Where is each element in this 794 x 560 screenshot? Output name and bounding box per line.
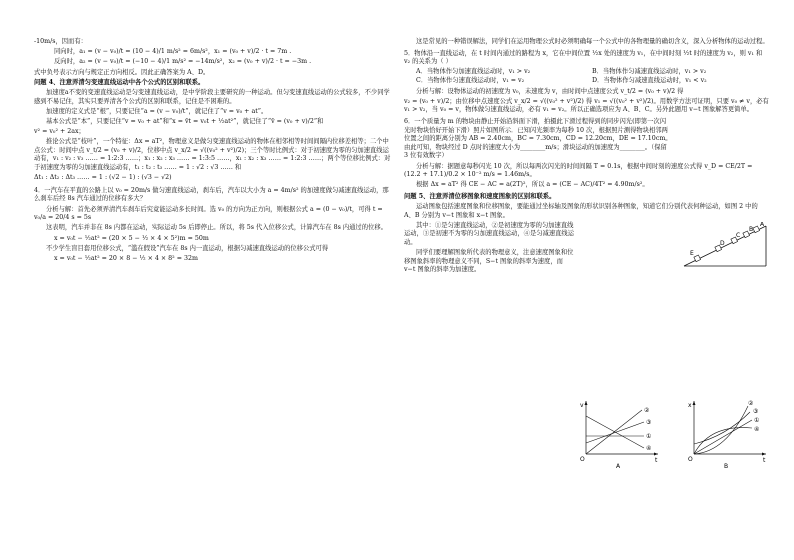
y-label: x [688, 402, 692, 409]
caption-b: B [724, 463, 729, 470]
curve-3 [694, 412, 750, 444]
y-arrow-icon [585, 401, 588, 405]
curve-label-1: ① [754, 417, 760, 424]
curve-label-4: ④ [754, 426, 760, 433]
curve-label-4: ④ [646, 445, 652, 452]
x-arrow-icon [654, 453, 658, 456]
section-title-q4: 问题 4、注意弄清匀变速直线运动中各个公式的区别和联系。 [34, 78, 205, 86]
curve-label-2: ② [748, 400, 754, 407]
y-arrow-icon [693, 401, 696, 405]
curve-label-3: ③ [753, 408, 759, 415]
formula-line: v² = v₀² + 2ax； [34, 128, 85, 136]
curve-label-3: ③ [646, 419, 652, 426]
label-d: D [720, 240, 725, 247]
x-label: t [655, 457, 658, 464]
label-b: B [749, 226, 754, 233]
paragraph: 加速度a不变的变速直线运动是匀变速直线运动，是中学阶段主要研究的一种运动。但匀变速直线运动的公式较多，不少同学感到不易记住，其实只要弄清各个公式的区别和联系，记住是不困难的。 [34, 88, 390, 105]
label-c: C [736, 232, 741, 239]
graph-a [578, 398, 662, 470]
origin-label: O [580, 456, 585, 463]
curve-2 [694, 406, 748, 454]
graph-b [686, 398, 770, 470]
formula-line: Δt₁ : Δt₂ : Δt₃ …… = 1 : (√2 − 1) : (√3 − √2) [34, 174, 172, 182]
curve-label-2: ② [644, 407, 650, 414]
paragraph: 其中：①是匀速直线运动，②是初速度为零的匀加速直线运动，③是初速不为零的匀加速直线运动，④是匀减速直线运动。 [404, 221, 575, 247]
paragraph: 加速度的定义式是“根”，只要记住“a = (v − v₀)/t”，就记住了“v = v₀ + at”。 [46, 107, 268, 115]
solution-equation: x = v₀t − ½at² = (20 × 5 − ½ × 4 × 5²)m = 50m [54, 234, 209, 242]
equation-opposite-direction: 反向时，a₂ = (v − v₀)/t = (−10 − 4)/1 m/s² = −14m/s²，x₂ = (v₀ + v)/2 · t = −3m . [54, 58, 312, 66]
options-row [404, 68, 770, 77]
label-e: E [690, 250, 694, 257]
solution-line: 这表明，汽车并非在 8s 内都在运动，实际运动 5s 后即停止。所以，将 5s 代入位移公式，计算汽车在 8s 内通过的位移。 [46, 224, 387, 232]
option-d: D．当物体作匀减速直线运动时，v₁ < v₂ [592, 76, 707, 84]
solution-line: 分析与解：设物体运动的初速度为 v₀，未速度为 v，由时间中点速度公式 v_t/2 = (v₀ + v)/2 得 [416, 87, 684, 95]
curve-1 [694, 420, 752, 454]
paragraph: 同学们要理解图象所代表的物理意义，注意速度图象和位移图象斜率的物理意义不同，S−t 图象的斜率为速度，而 v−t 图象的斜率为加速度。 [404, 249, 574, 274]
x-arrow-icon [762, 453, 766, 456]
options-row [404, 77, 770, 86]
curve-3 [586, 422, 644, 443]
problem-6: 6．一个质量为 m 的物块由静止开始沿斜面下滑，拍摄此下滑过程得到的同步闪光(即第一次闪光时物块恰好开始下滑）照片如图所示．已知闪光频率为每秒 10 次，根据照片测得物块相邻两位置之间的距离分别为 AB = 2.40cm，BC = 7.30cm，CD = 12.20cm，DE = 17.10cm。由此可知，物块经过 D 点时的速度大小为________m/s；滑块运动的加速度为________。（保留 3 位有效数字） [404, 117, 672, 160]
label-a: A [760, 222, 765, 228]
problem-5: 5．物体沿一直线运动，在 t 时间内通过的路程为 x，它在中间位置 ½x 处的速度为 v₁，在中间时刻 ½t 时的速度为 v₂，则 v₁ 和 v₂ 的关系为（ ） [404, 49, 763, 66]
text-line: -10m/s，因而有： [34, 38, 87, 45]
option-c: C．当物体作匀速直线运动时，v₁ = v₂ [416, 76, 525, 84]
curve-label-1: ① [646, 433, 652, 440]
paragraph: 运动图象包括速度图象和位移图象，要能通过坐标轴及图象的形状识别各种图象，知道它们分别代表何种运动，如图 2 中的 A、B 分别为 v−t 图象和 x−t 图象。 [404, 203, 758, 219]
solution-line: v₂ = (v₀ + v)/2；由位移中点速度公式 v_x/2 = √((v₀² + v²)/2) 得 v₁ = √((v₀² + v²)/2)。用数学方法可证明，只要 v₀ ≠ v，必有 v₁ > v₂，当 v₀ = v，物体做匀速直线运动，必有 v₁ = v₂。所以正确选项应为 A、B、C。另外此题用 v−t 图象解答更简单。 [404, 97, 769, 114]
answer-line: 式中负号表示方向与规定正方向相反。因此正确答案为 A、D。 [34, 68, 210, 76]
curve-4 [586, 416, 644, 448]
incline-figure [680, 222, 772, 272]
curve-4 [694, 428, 752, 454]
origin-label: O [688, 456, 693, 463]
solution-line: 不少学生盲目套用位移公式，“滥在假设”汽车在 8s 内一直运动，根据匀减速直线运动的位移公式可得 [46, 244, 329, 252]
paragraph: 推论公式是“枝叶”，一个特征：Δx = aT²，物理意义是做匀变速直线运动的物体在相邻相等时间间隔内位移差相等；二个中点公式：时间中点 v_t/2 = (v₀ + v)/2，位移中点 v_x/2 = √((v₀² + v²)/2)；三个等时比例式：对于初速度为零的匀加速直线运动有，v₁ : v₂ : v₃ …… = 1:2:3 ……；x₁ : x₂ : x₃ …… = 1:3:5 ……，x₁ : x₂ : x₃ …… = 1:2:3 ……；两个等位移比例式：对于初速度为零的匀加速直线运动有，t₁ : t₂ : t₃ …… = 1 : √2 : √3 …… 和 [34, 138, 391, 172]
equation-same-direction: 同向时，a₁ = (v − v₀)/t = (10 − 4)/1 m/s² = 6m/s²，x₁ = (v₀ + v)/2 · t = 7m . [54, 48, 292, 56]
solution-equation: x = v₀t − ½at² = 20 × 8 − ½ × 4 × 8² = 32m [54, 254, 198, 262]
option-b: B．当物体作匀减速直线运动时，v₁ > v₂ [592, 68, 707, 76]
paragraph: 基本公式是“本”，只要记住“v = v₀ + at”和“x = v̄t = v₀t + ½at²”，就记住了“v̄ = (v₀ + v)/2”和 [46, 117, 324, 125]
solution-line: 根据 Δx = aT² 得 CE − AC = a(2T)²，所以 a = (CE − AC)/4T² = 4.90m/s²。 [416, 181, 649, 189]
solution-line: 分析与解：据题意每秒闪光 10 次，所以每两次闪光的时间间隔 T = 0.1s，根据中间时刻的速度公式得 v_D = CE/2T = (12.2 + 17.1)/0.2 × 10⁻² m/s = 1.46m/s。 [404, 162, 753, 179]
y-label: v [580, 402, 584, 409]
option-a: A．当物体作匀加速直线运动时，v₁ > v₂ [416, 68, 531, 76]
section-title-q5: 问题 5、注意弄清位移图象和速度图象的区别和联系。 [404, 192, 556, 200]
paragraph: 这是常见的一种错误解法，同学们在运用物理公式时必须明确每一个公式中的各物理量的确切含义，深入分析物体的运动过程。 [416, 38, 769, 45]
x-label: t [763, 457, 766, 464]
problem-4: 4．一汽车在平直的公路上以 v₀ = 20m/s 做匀速直线运动，刹车后，汽车以大小为 a = 4m/s² 的加速度做匀减速直线运动，那么刹车后经 8s 汽车通过的位移有多大？ [34, 186, 389, 203]
left-column [34, 38, 392, 265]
caption-a: A [616, 463, 621, 470]
solution-line: 分析与解：首先必须弄清汽车刹车后究竟能运动多长时间。选 v₀ 的方向为正方向，则根据公式 a = (0 − v₀)/t，可得 t = v₀/a = 20/4 s = 5s [34, 205, 383, 222]
curve-2 [586, 410, 642, 454]
